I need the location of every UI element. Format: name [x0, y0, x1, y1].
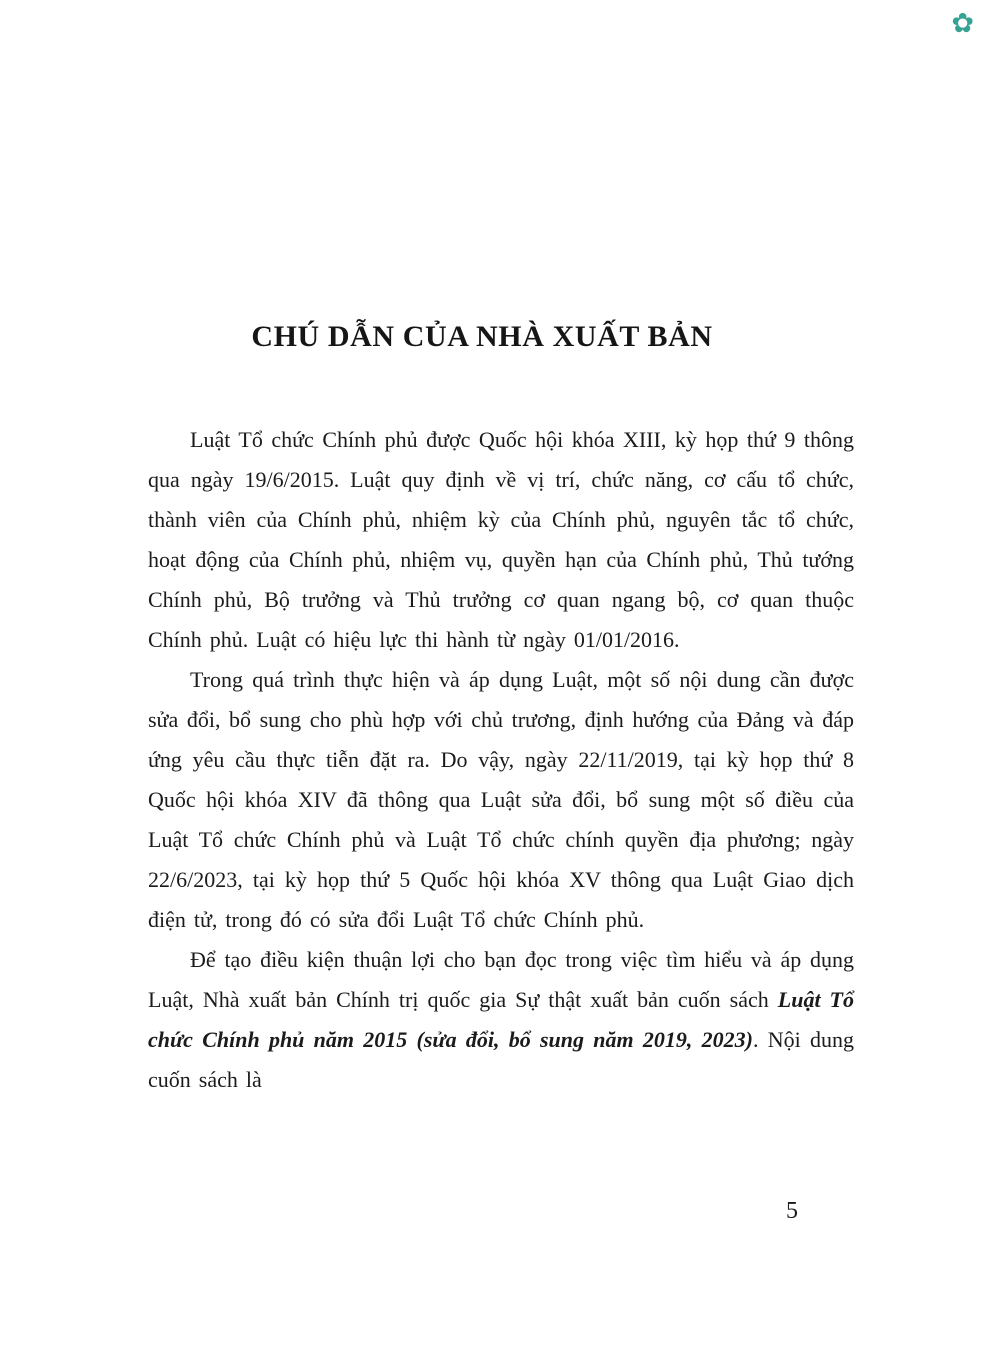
- page-number: 5: [786, 1198, 798, 1224]
- paragraph-3-lead: Để tạo điều kiện thuận lợi cho bạn đọc trong việc tìm hiểu và áp dụng Luật, Nhà xuất bản Chính trị quốc gia Sự thật xuất bản cuốn sách: [148, 947, 854, 1012]
- floral-ornament-icon: ✿: [951, 8, 974, 39]
- paragraph-2: Trong quá trình thực hiện và áp dụng Luật, một số nội dung cần được sửa đổi, bổ sung cho phù hợp với chủ trương, định hướng của Đảng và đáp ứng yêu cầu thực tiễn đặt ra. Do vậy, ngày 22/11/2019, tại kỳ họp thứ 8 Quốc hội khóa XIV đã thông qua Luật sửa đổi, bổ sung một số điều của Luật Tổ chức Chính phủ và Luật Tổ chức chính quyền địa phương; ngày 22/6/2023, tại kỳ họp thứ 5 Quốc hội khóa XV thông qua Luật Giao dịch điện tử, trong đó có sửa đổi Luật Tổ chức Chính phủ.: [148, 667, 854, 932]
- body-text: [148, 420, 854, 1100]
- paragraph-3-tail: . Nội dung cuốn sách là: [148, 1027, 854, 1092]
- paragraph-1: Luật Tổ chức Chính phủ được Quốc hội khóa XIII, kỳ họp thứ 9 thông qua ngày 19/6/2015. Luật quy định về vị trí, chức năng, cơ cấu tổ chức, thành viên của Chính phủ, nhiệm kỳ của Chính phủ, nguyên tắc tổ chức, hoạt động của Chính phủ, nhiệm vụ, quyền hạn của Chính phủ, Thủ tướng Chính phủ, Bộ trưởng và Thủ trưởng cơ quan ngang bộ, cơ quan thuộc Chính phủ. Luật có hiệu lực thi hành từ ngày 01/01/2016.: [148, 427, 854, 652]
- book-title-emphasis: Luật Tổ chức Chính phủ năm 2015 (sửa đổi, bổ sung năm 2019, 2023): [148, 987, 854, 1052]
- page-title: CHÚ DẪN CỦA NHÀ XUẤT BẢN: [251, 320, 713, 353]
- paragraph-3: [148, 940, 854, 1100]
